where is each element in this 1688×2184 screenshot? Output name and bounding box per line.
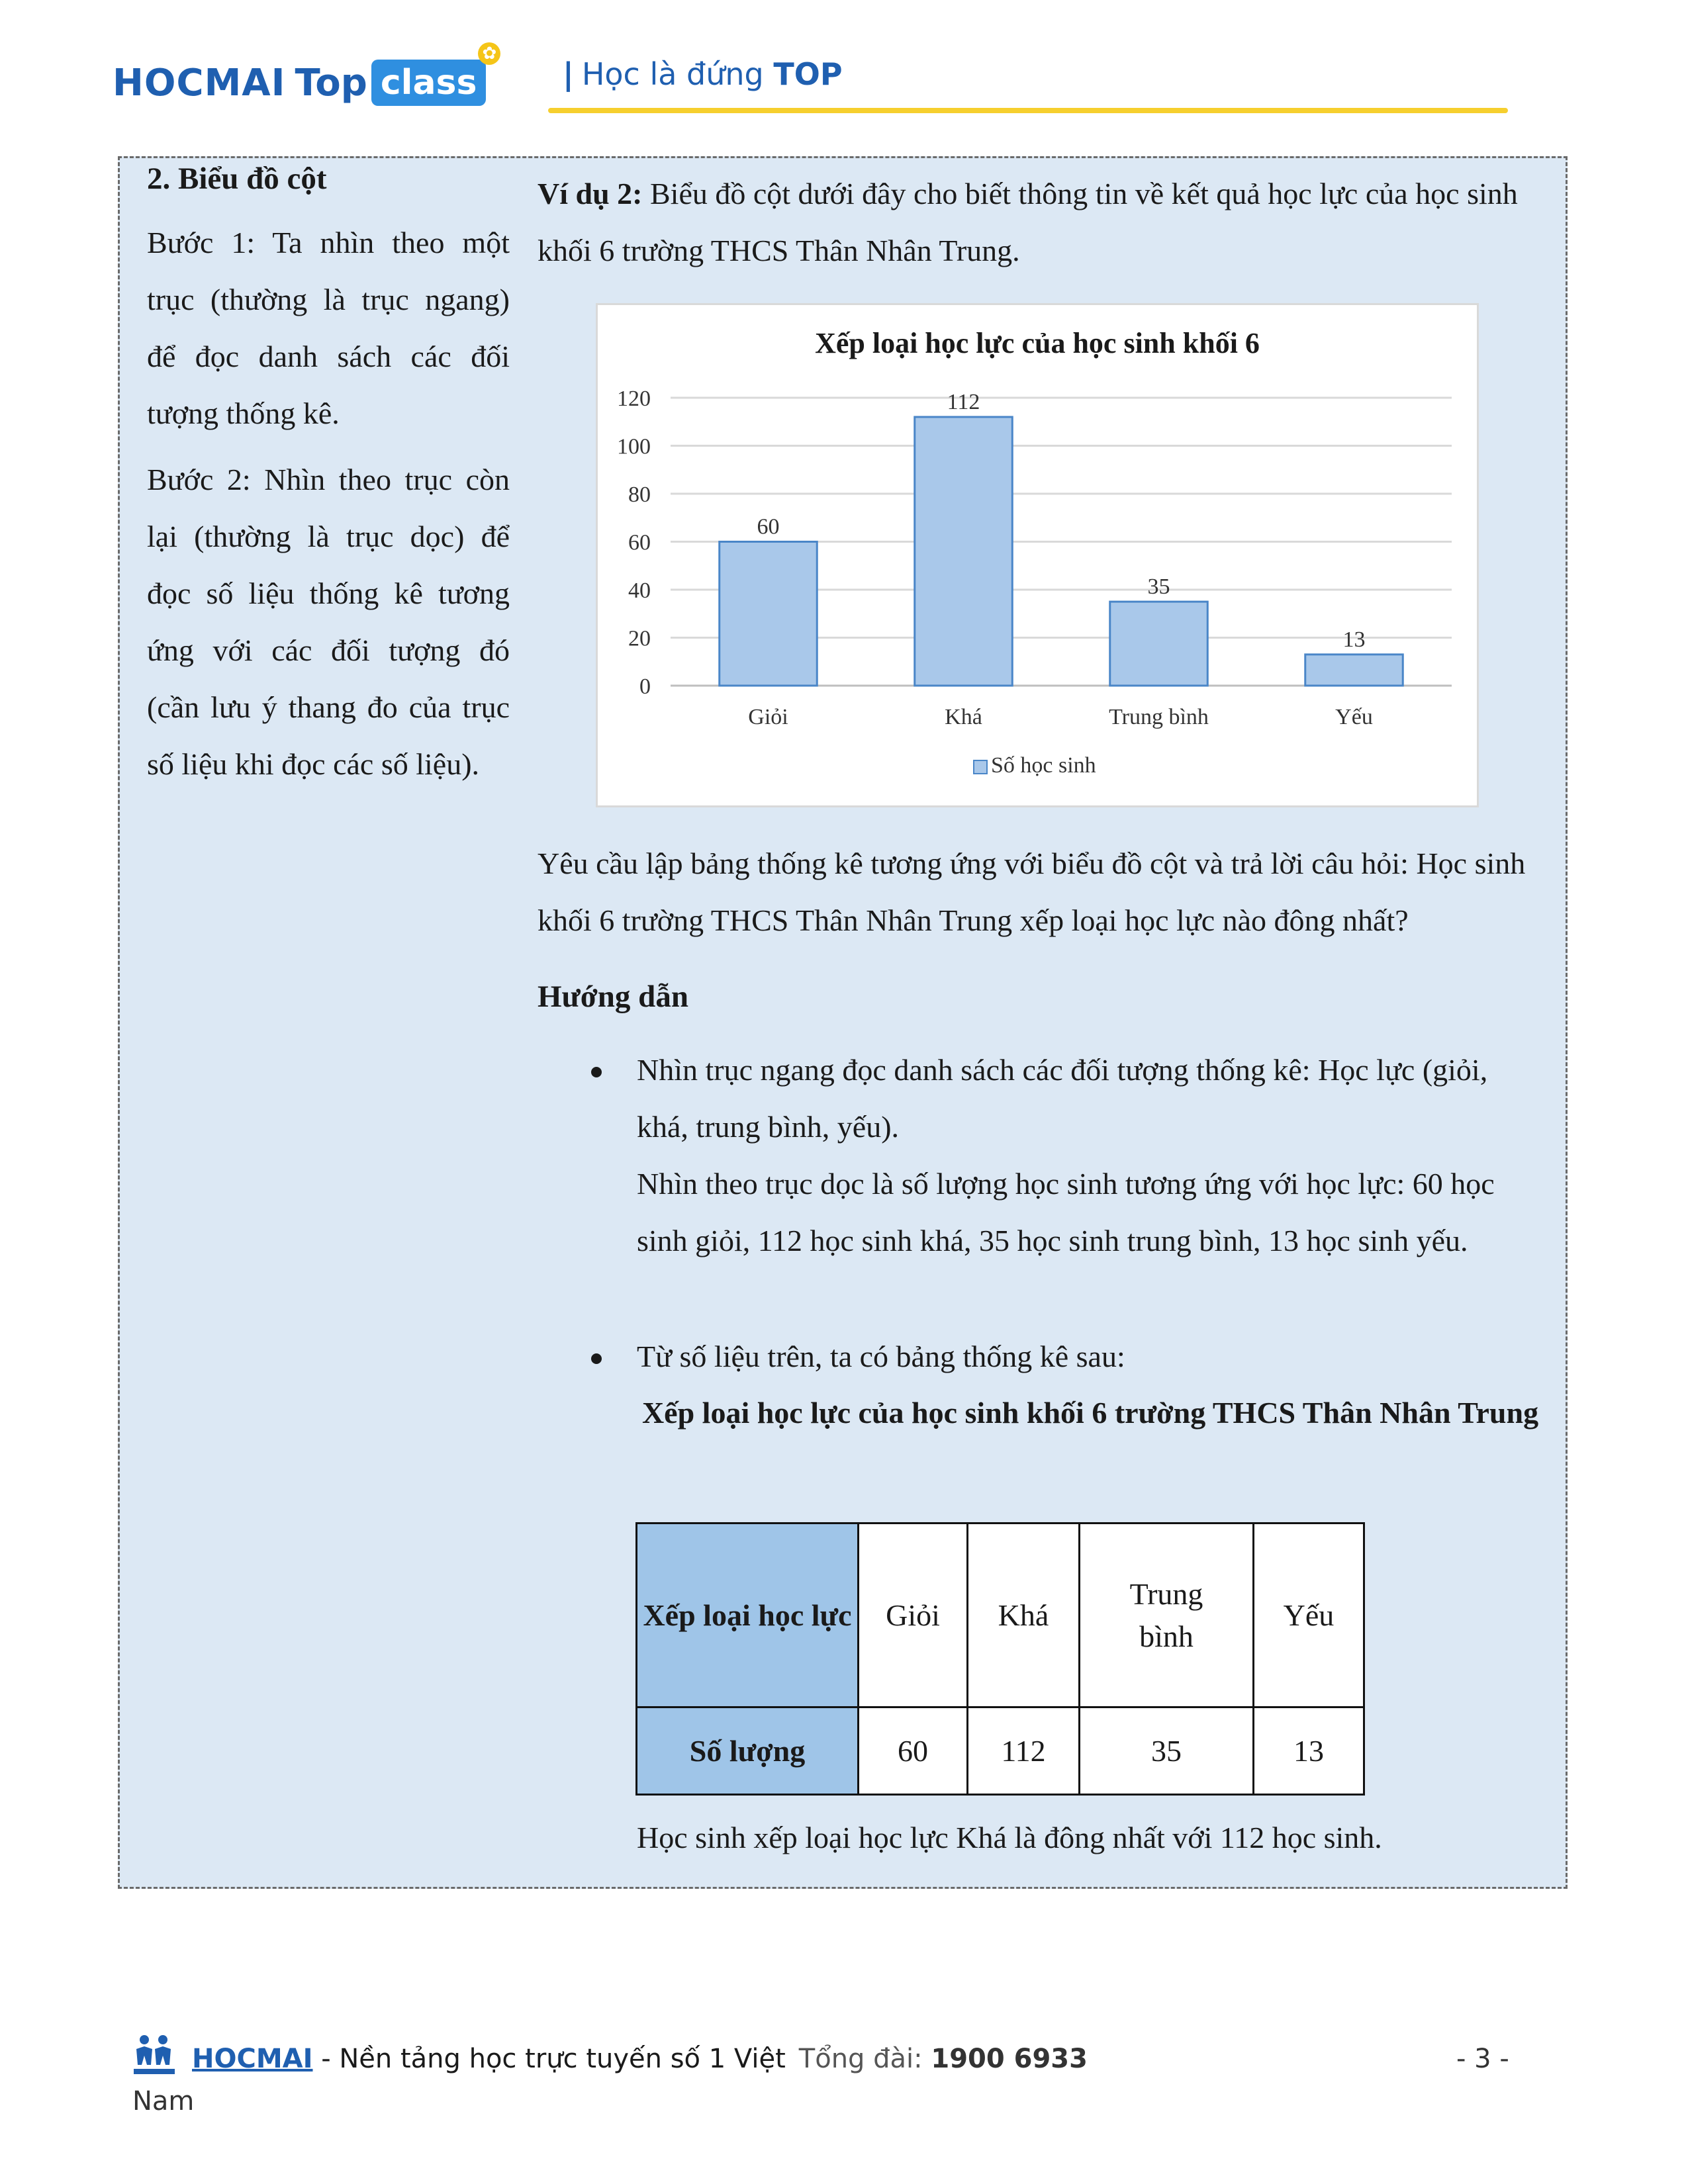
logo-top-text: Top <box>295 61 367 105</box>
legend-swatch <box>974 760 987 774</box>
section-title: 2. Biểu đồ cột <box>147 161 327 196</box>
y-tick-label: 100 <box>617 434 651 459</box>
logo-class-text: class <box>380 63 477 103</box>
bar <box>915 417 1013 686</box>
star-icon: ✿ <box>478 42 500 65</box>
y-tick-label: 20 <box>628 626 651 651</box>
data-label: 112 <box>947 390 980 414</box>
table-cell: Trung bình <box>1080 1524 1254 1707</box>
bullet-2-dot <box>591 1353 602 1364</box>
legend-label: Số học sinh <box>991 753 1096 778</box>
guide-title: Hướng dẫn <box>538 979 688 1014</box>
statistics-table <box>635 1522 1365 1796</box>
table-cell: Giỏi <box>859 1524 968 1707</box>
page-number: - 3 - <box>1456 2044 1509 2074</box>
table-row <box>637 1707 1364 1795</box>
example-paragraph <box>538 165 1544 279</box>
example-intro <box>538 165 1544 279</box>
tagline-bold: TOP <box>773 56 843 92</box>
footer-text <box>192 2044 1088 2074</box>
bar <box>1110 602 1208 686</box>
bar <box>720 542 818 686</box>
bullet-1 <box>637 1042 1544 1269</box>
table-cell: Khá <box>968 1524 1080 1707</box>
y-tick-label: 80 <box>628 482 651 507</box>
logo-brand-text: HOCMAI <box>113 61 286 105</box>
table-cell: 35 <box>1080 1707 1254 1795</box>
y-tick-label: 0 <box>639 674 651 699</box>
footer-hotline-number: 1900 6933 <box>931 2044 1088 2074</box>
step-2-text: Bước 2: Nhìn theo trục còn lại (thường là trục dọc) để đọc số liệu thống kê tương ứng với các đối tượng đó (cần lưu ý thang đo của trục số liệu khi đọc các số liệu). <box>147 463 510 781</box>
y-tick-label: 120 <box>617 387 651 411</box>
data-label: 13 <box>1342 627 1366 652</box>
left-column <box>147 152 510 793</box>
tagline-prefix: Học là đứng <box>581 56 774 92</box>
hocmai-topclass-logo <box>113 44 497 113</box>
footer-text-wrap: Nam <box>132 2086 195 2116</box>
footer-brand-link[interactable]: HOCMAI <box>192 2044 313 2074</box>
logo-class-badge <box>371 44 497 106</box>
y-tick-label: 60 <box>628 530 651 555</box>
header-tagline <box>563 56 843 92</box>
footer-hotline-label: Tổng đài: <box>798 2044 931 2074</box>
table-head-cell: Xếp loại học lực <box>637 1524 859 1707</box>
step-1-text: Bước 1: Ta nhìn theo một trục (thường là trục ngang) để đọc danh sách các đối tượng thống kê. <box>147 226 510 430</box>
data-label: 60 <box>757 514 780 539</box>
bullet-1-line-b: Nhìn theo trục dọc là số lượng học sinh tương ứng với học lực: 60 học sinh giỏi, 112 học sinh khá, 35 học sinh trung bình, 13 học sinh yếu. <box>637 1167 1495 1257</box>
chart-title: Xếp loại học lực của học sinh khối 6 <box>815 327 1260 359</box>
hocmai-footer-logo-icon <box>131 2032 177 2078</box>
bullet-1-dot <box>591 1067 602 1077</box>
table-title: Xếp loại học lực của học sinh khối 6 trường THCS Thân Nhân Trung <box>641 1396 1539 1430</box>
bullet-1-line-a: Nhìn trục ngang đọc danh sách các đối tượng thống kê: Học lực (giỏi, khá, trung bình, yếu). <box>637 1053 1488 1144</box>
tagline-divider: | <box>563 56 574 92</box>
example-text: Biểu đồ cột dưới đây cho biết thông tin về kết quả học lực của học sinh khối 6 trường THCS Thân Nhân Trung. <box>538 177 1518 267</box>
table-row <box>637 1524 1364 1707</box>
x-tick-label: Trung bình <box>1109 705 1209 729</box>
conclusion-text: Học sinh xếp loại học lực Khá là đông nhất với 112 học sinh. <box>637 1821 1382 1854</box>
table-cell: 60 <box>859 1707 968 1795</box>
x-tick-label: Yếu <box>1335 705 1373 729</box>
table-cell: 13 <box>1254 1707 1364 1795</box>
data-label: 35 <box>1147 574 1170 600</box>
x-tick-label: Khá <box>945 705 982 729</box>
request-paragraph: Yêu cầu lập bảng thống kê tương ứng với biểu đồ cột và trả lời câu hỏi: Học sinh khối 6 trường THCS Thân Nhân Trung xếp loại học lực nào đông nhất? <box>538 846 1526 937</box>
y-tick-label: 40 <box>628 578 651 603</box>
table-cell: 112 <box>968 1707 1080 1795</box>
header-underline <box>548 108 1508 113</box>
bar-chart <box>596 303 1479 807</box>
footer-slogan: - Nền tảng học trực tuyến số 1 Việt <box>312 2044 786 2074</box>
bar <box>1305 655 1403 686</box>
bullet-2: Từ số liệu trên, ta có bảng thống kê sau: <box>637 1340 1125 1373</box>
table-cell: Yếu <box>1254 1524 1364 1707</box>
table-head-cell: Số lượng <box>637 1707 859 1795</box>
x-tick-label: Giỏi <box>748 705 788 729</box>
chart-svg <box>598 305 1477 805</box>
example-label: Ví dụ 2: <box>538 177 643 210</box>
